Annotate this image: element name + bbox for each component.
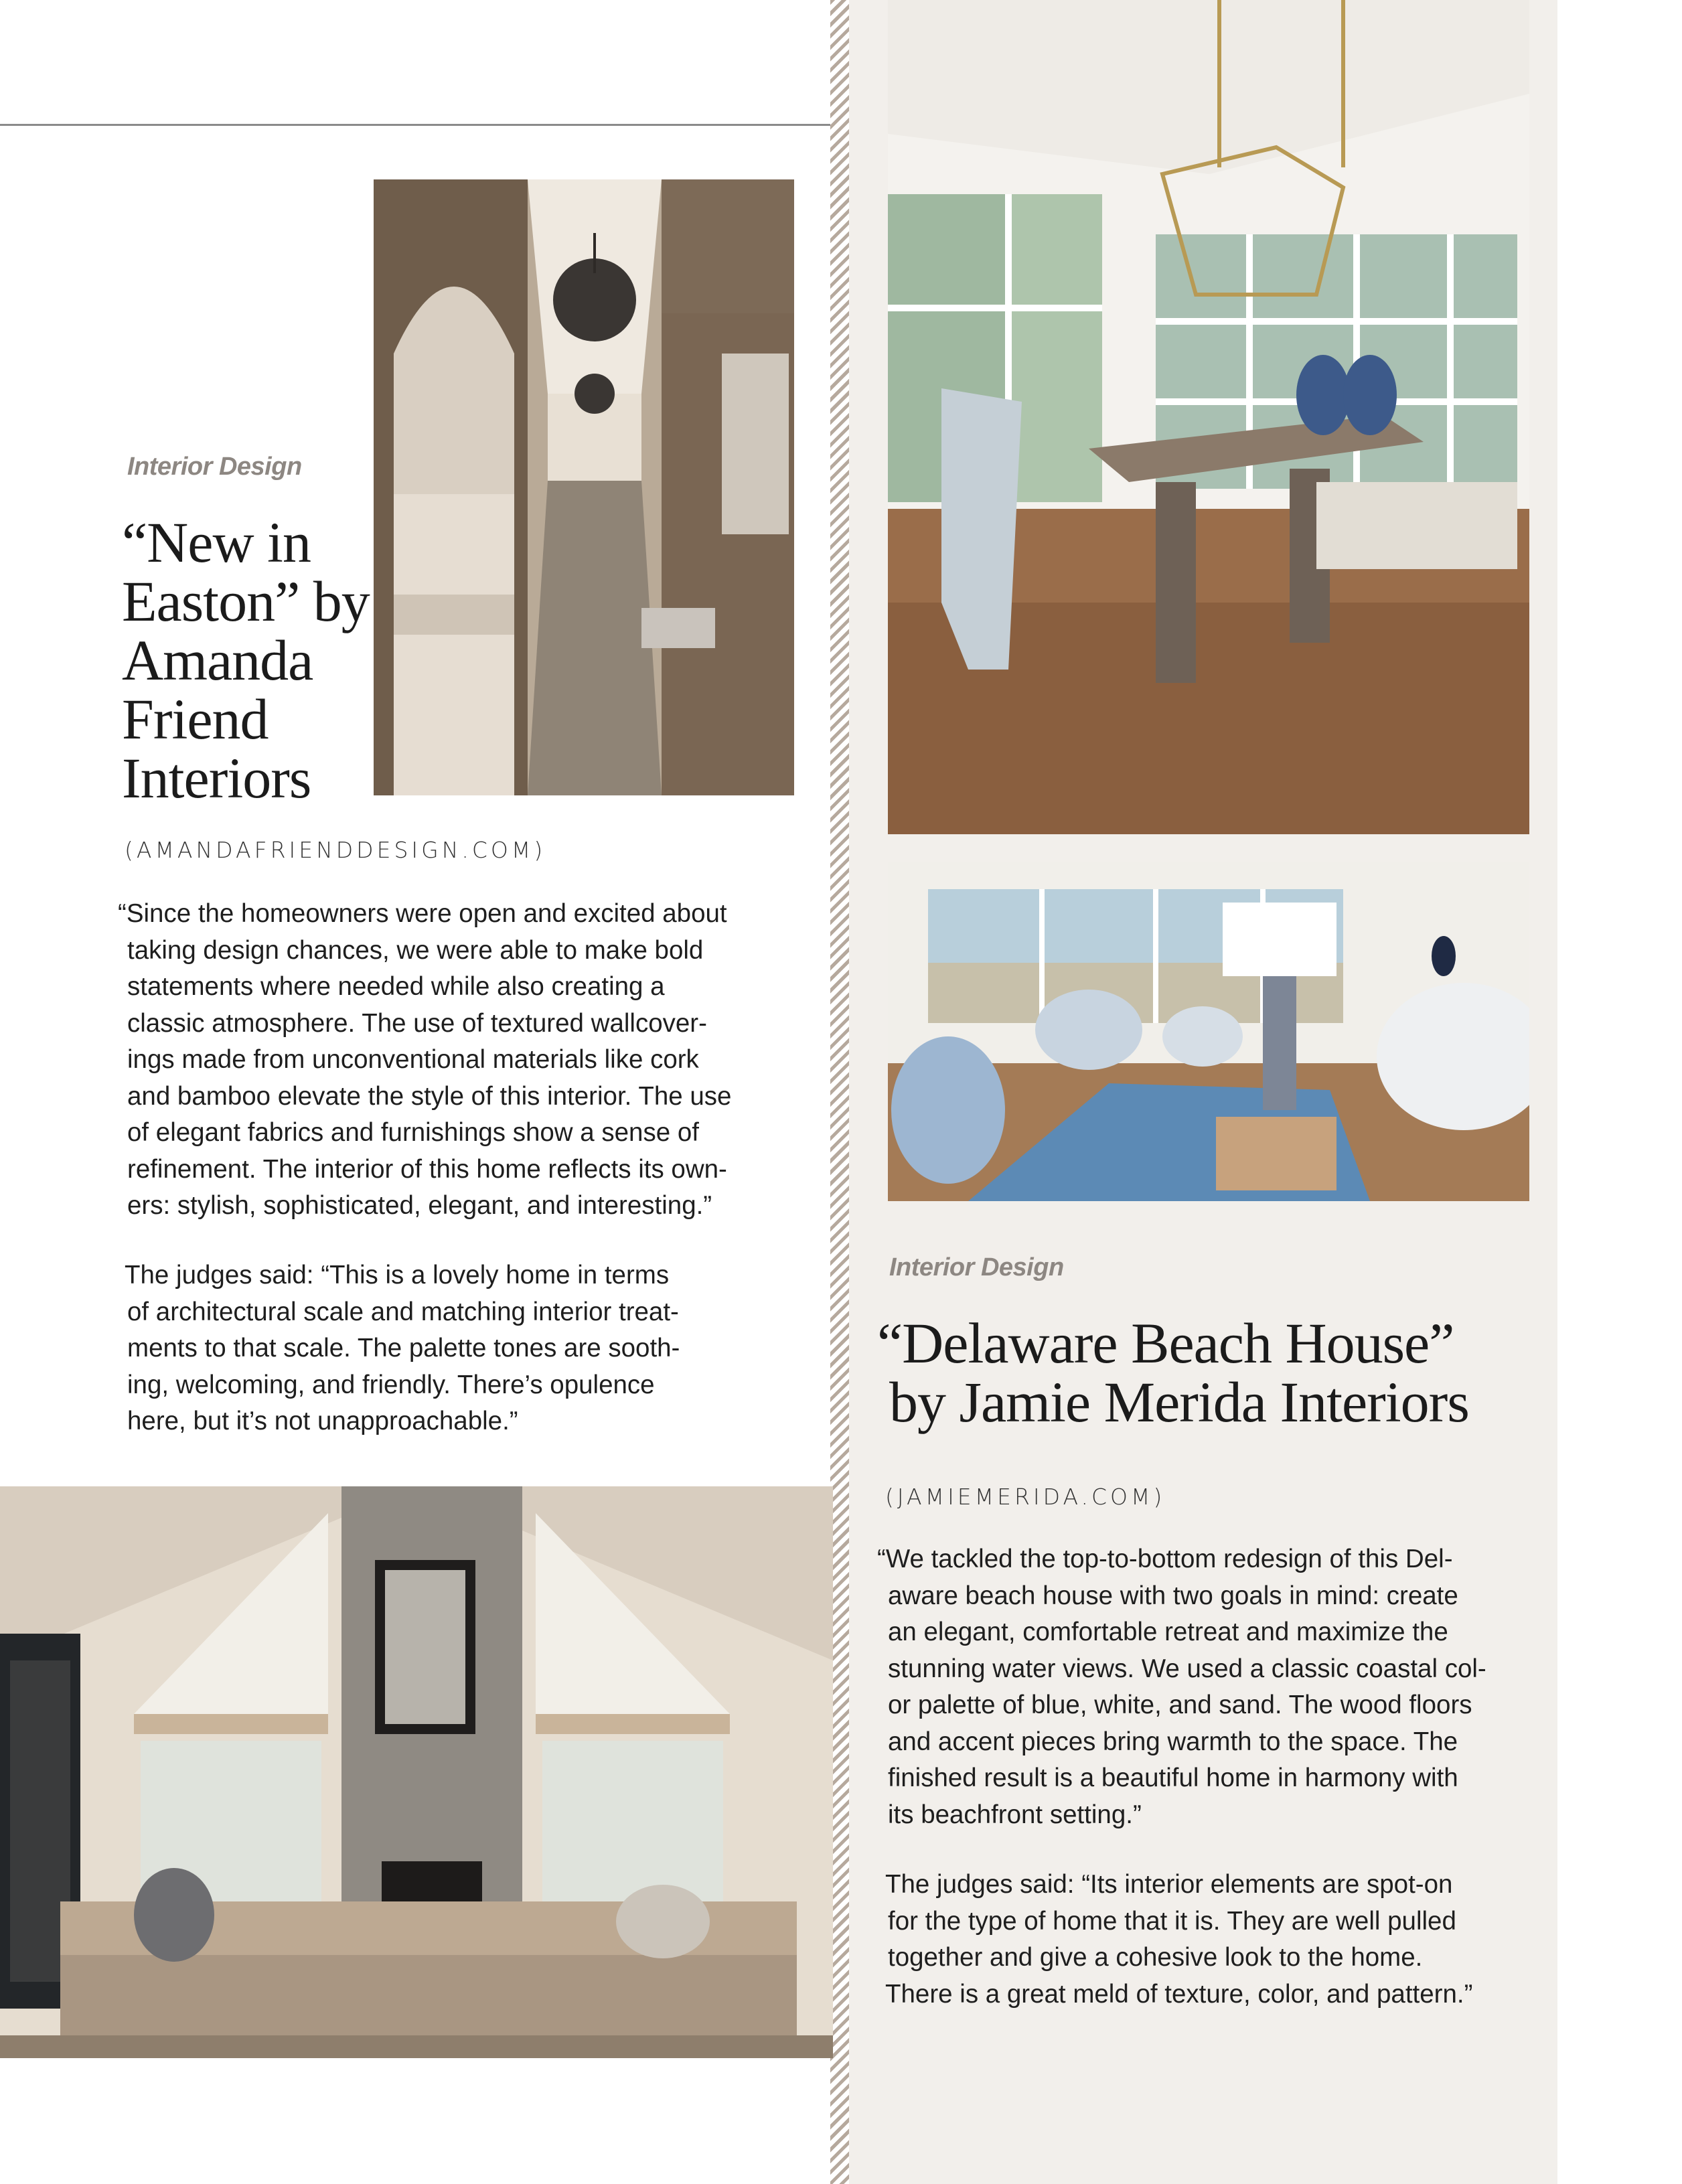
sunroom-photo — [888, 862, 1529, 1201]
right-judges-line: The judges said: “Its interior elements are spot-on — [885, 1870, 1453, 1899]
column-divider — [830, 0, 849, 2184]
left-judges-line: ing, welcoming, and friendly. There’s opulence — [127, 1370, 655, 1399]
left-headline-line: “New in — [122, 510, 311, 574]
left-quote-line: “Since the homeowners were open and excited about — [118, 899, 727, 928]
hallway-photo — [374, 179, 794, 795]
right-quote-line: finished result is a beautiful home in harmony with — [888, 1764, 1458, 1792]
left-quote-line: and bamboo elevate the style of this interior. The use — [127, 1081, 732, 1111]
left-judges-line: The judges said: “This is a lovely home in terms — [125, 1261, 670, 1290]
right-headline-line: by Jamie Merida Interiors — [889, 1370, 1469, 1434]
right-quote-line: aware beach house with two goals in mind: create — [888, 1581, 1458, 1610]
left-quote-line: statements where needed while also creating a — [127, 972, 665, 1001]
left-headline-line: Easton” by — [122, 569, 370, 633]
right-quote-line: and accent pieces bring warmth to the space. The — [888, 1727, 1458, 1756]
left-judges-line: ments to that scale. The palette tones are sooth- — [127, 1334, 680, 1362]
left-judges-line: of architectural scale and matching interior treat- — [127, 1297, 679, 1326]
right-quote-line: an elegant, comfortable retreat and maximize the — [888, 1618, 1448, 1646]
dining-room-photo — [888, 0, 1529, 834]
living-room-photo — [0, 1486, 833, 2058]
left-quote — [118, 896, 731, 1225]
right-judges-line: for the type of home that it is. They are well pulled — [888, 1906, 1456, 1936]
left-headline-line: Friend — [122, 687, 269, 751]
left-quote-line: taking design chances, we were able to make bold — [127, 935, 704, 965]
right-quote-line: or palette of blue, white, and sand. The wood floors — [888, 1691, 1472, 1719]
left-headline-line: Amanda — [122, 628, 313, 692]
right-headline-line: “Delaware Beach House” — [877, 1311, 1454, 1375]
right-judges-line: together and give a cohesive look to the home. — [888, 1943, 1423, 1972]
left-quote-line: of elegant fabrics and furnishings show a sense of — [127, 1118, 699, 1147]
left-quote-line: ers: stylish, sophisticated, elegant, and interesting.” — [127, 1191, 712, 1220]
left-judges-line: here, but it’s not unapproachable.” — [127, 1407, 518, 1435]
right-judges-line: There is a great meld of texture, color, and pattern.” — [885, 1979, 1473, 2009]
left-website: (AMANDAFRIENDDESIGN.COM) — [125, 837, 546, 863]
left-kicker: Interior Design — [127, 453, 302, 481]
right-website: (JAMIEMERIDA.COM) — [885, 1484, 1166, 1510]
right-judges — [885, 1867, 1472, 2013]
right-quote-line: “We tackled the top-to-bottom redesign of this Del- — [877, 1545, 1453, 1573]
left-headline — [122, 510, 370, 810]
left-quote-line: ings made from unconventional materials like cork — [127, 1045, 699, 1074]
left-quote-line: refinement. The interior of this home reflects its own- — [127, 1154, 727, 1184]
right-quote-line: its beachfront setting.” — [888, 1800, 1142, 1829]
right-quote — [877, 1541, 1486, 1833]
right-quote-line: stunning water views. We used a classic coastal col- — [888, 1654, 1486, 1683]
right-headline — [877, 1311, 1469, 1434]
left-headline-line: Interiors — [122, 746, 311, 810]
left-quote-line: classic atmosphere. The use of textured wallcover- — [127, 1008, 707, 1038]
right-kicker: Interior Design — [889, 1253, 1064, 1281]
top-rule — [0, 124, 833, 126]
left-judges — [125, 1257, 680, 1440]
